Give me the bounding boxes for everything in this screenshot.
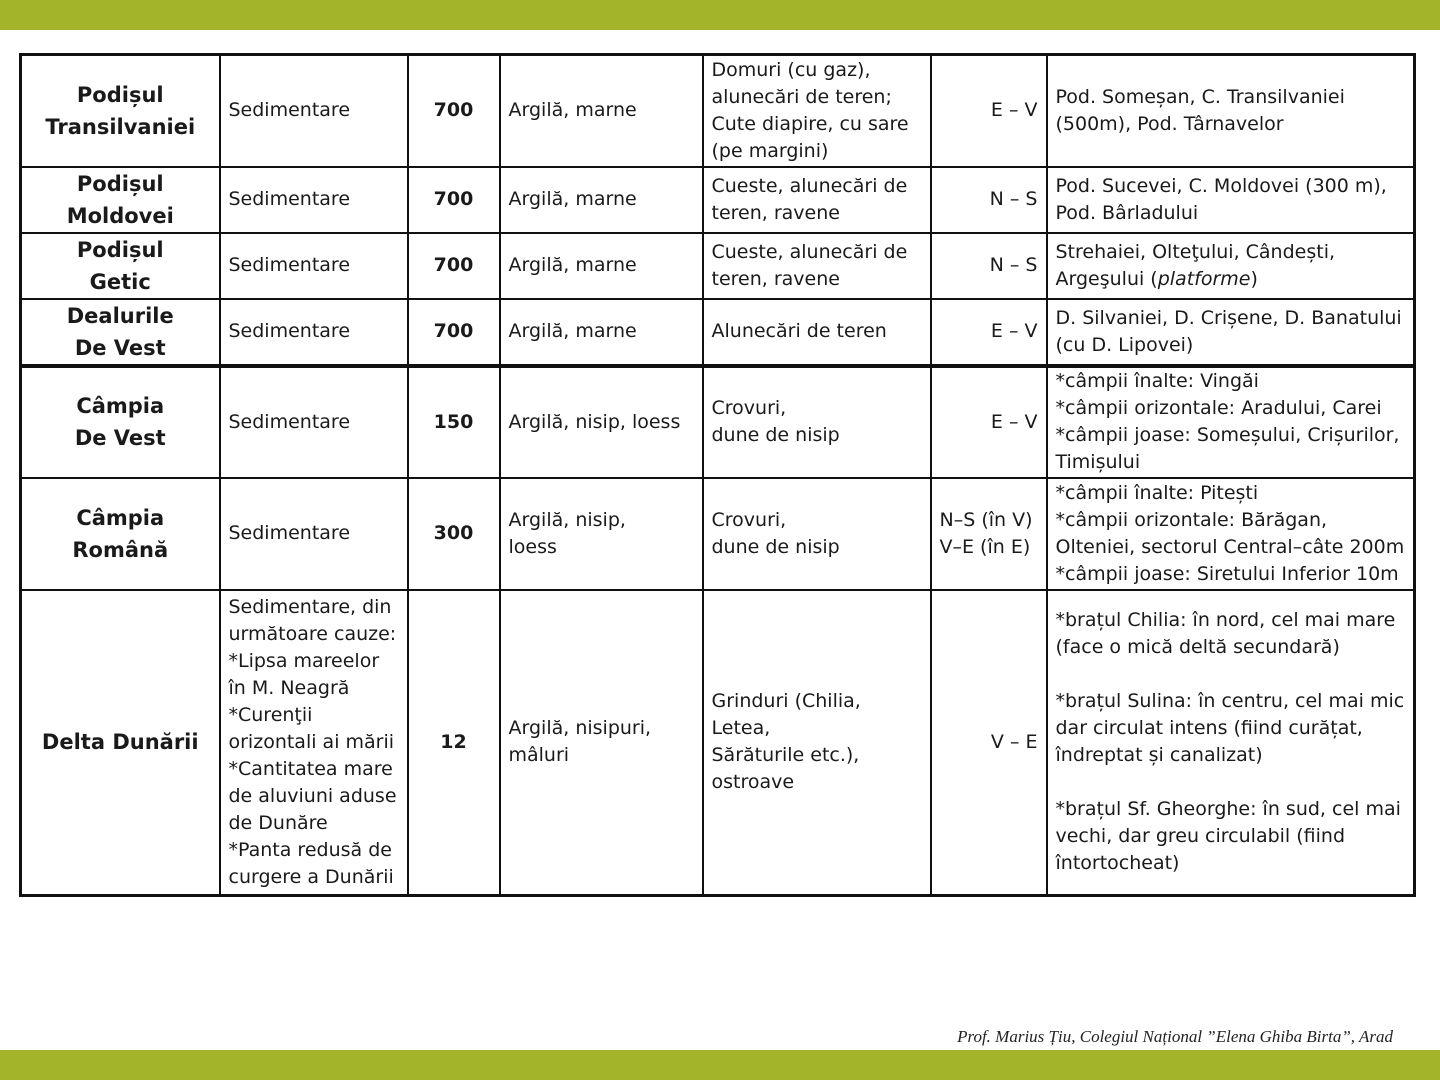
slope-direction: E – V <box>931 366 1047 478</box>
relief-forms: Cueste, alunecări de teren, ravene <box>703 167 931 233</box>
altitude: 700 <box>408 55 500 167</box>
slope-direction: E – V <box>931 299 1047 366</box>
relief-forms: Domuri (cu gaz), alunecări de teren; Cute diapire, cu sare (pe margini) <box>703 55 931 167</box>
altitude: 700 <box>408 299 500 366</box>
altitude: 300 <box>408 478 500 590</box>
relief-forms: Crovuri, dune de nisip <box>703 478 931 590</box>
slope-direction: N–S (în V) V–E (în E) <box>931 478 1047 590</box>
unit-name: Podișul Moldovei <box>21 167 220 233</box>
material: Argilă, nisipuri, mâluri <box>500 590 703 896</box>
top-accent-band <box>0 0 1440 30</box>
subunits <box>1047 233 1415 299</box>
relief-forms: Crovuri, dune de nisip <box>703 366 931 478</box>
subunits-italic: platforme <box>1157 267 1251 290</box>
unit-name: Delta Dunării <box>21 590 220 896</box>
altitude: 700 <box>408 167 500 233</box>
table-row <box>21 167 1415 233</box>
relief-units-table <box>19 53 1416 897</box>
unit-name: Dealurile De Vest <box>21 299 220 366</box>
subunits: *brațul Chilia: în nord, cel mai mare (face o mică deltă secundară) *brațul Sulina: în centru, cel mai mic dar circulat intens (fiind curățat, îndreptat și canalizat) *brațul Sf. Gheorghe: în sud, cel mai vechi, dar greu circulabil (fiind întortocheat) <box>1047 590 1415 896</box>
table-row <box>21 590 1415 896</box>
rock-type: Sedimentare <box>220 299 408 366</box>
material: Argilă, marne <box>500 55 703 167</box>
material: Argilă, marne <box>500 233 703 299</box>
table-row <box>21 299 1415 366</box>
slope-direction: E – V <box>931 55 1047 167</box>
subunits: D. Silvaniei, D. Crișene, D. Banatului (cu D. Lipovei) <box>1047 299 1415 366</box>
unit-name: Podișul Getic <box>21 233 220 299</box>
material: Argilă, marne <box>500 167 703 233</box>
subunits: *câmpii înalte: Vingăi *câmpii orizontale: Aradului, Carei *câmpii joase: Someșului, Crișurilor, Timișului <box>1047 366 1415 478</box>
slope-direction: N – S <box>931 233 1047 299</box>
unit-name: Câmpia De Vest <box>21 366 220 478</box>
relief-forms: Grinduri (Chilia, Letea, Sărăturile etc.), ostroave <box>703 590 931 896</box>
subunits-text: Strehaiei, Olteţului, Cândești, Argeşului ( <box>1055 240 1336 290</box>
rock-type: Sedimentare <box>220 55 408 167</box>
subunits: *câmpii înalte: Pitești *câmpii orizontale: Bărăgan, Olteniei, sectorul Central–câte 200m *câmpii joase: Siretului Inferior 10m <box>1047 478 1415 590</box>
subunits: Pod. Sucevei, C. Moldovei (300 m), Pod. Bârladului <box>1047 167 1415 233</box>
material: Argilă, nisip, loess <box>500 366 703 478</box>
subunits-close: ) <box>1250 267 1258 290</box>
slope-direction: V – E <box>931 590 1047 896</box>
relief-forms: Cueste, alunecări de teren, ravene <box>703 233 931 299</box>
unit-name: Câmpia Română <box>21 478 220 590</box>
altitude: 12 <box>408 590 500 896</box>
altitude: 700 <box>408 233 500 299</box>
material: Argilă, marne <box>500 299 703 366</box>
rock-type: Sedimentare <box>220 167 408 233</box>
slope-direction: N – S <box>931 167 1047 233</box>
relief-forms: Alunecări de teren <box>703 299 931 366</box>
material: Argilă, nisip, loess <box>500 478 703 590</box>
table-row <box>21 478 1415 590</box>
rock-type: Sedimentare <box>220 366 408 478</box>
table-row <box>21 233 1415 299</box>
bottom-accent-band <box>0 1050 1440 1080</box>
rock-type: Sedimentare <box>220 478 408 590</box>
table-row <box>21 366 1415 478</box>
altitude: 150 <box>408 366 500 478</box>
author-credit: Prof. Marius Țiu, Colegiul Național ”Elena Ghiba Birta”, Arad <box>957 1027 1393 1046</box>
rock-type: Sedimentare, din următoare cauze: *Lipsa mareelor în M. Neagră *Curenţii orizontali ai mării *Cantitatea mare de aluviuni aduse de Dunăre *Panta redusă de curgere a Dunării <box>220 590 408 896</box>
subunits: Pod. Someșan, C. Transilvaniei (500m), Pod. Târnavelor <box>1047 55 1415 167</box>
unit-name: Podișul Transilvaniei <box>21 55 220 167</box>
table-row <box>21 55 1415 167</box>
rock-type: Sedimentare <box>220 233 408 299</box>
